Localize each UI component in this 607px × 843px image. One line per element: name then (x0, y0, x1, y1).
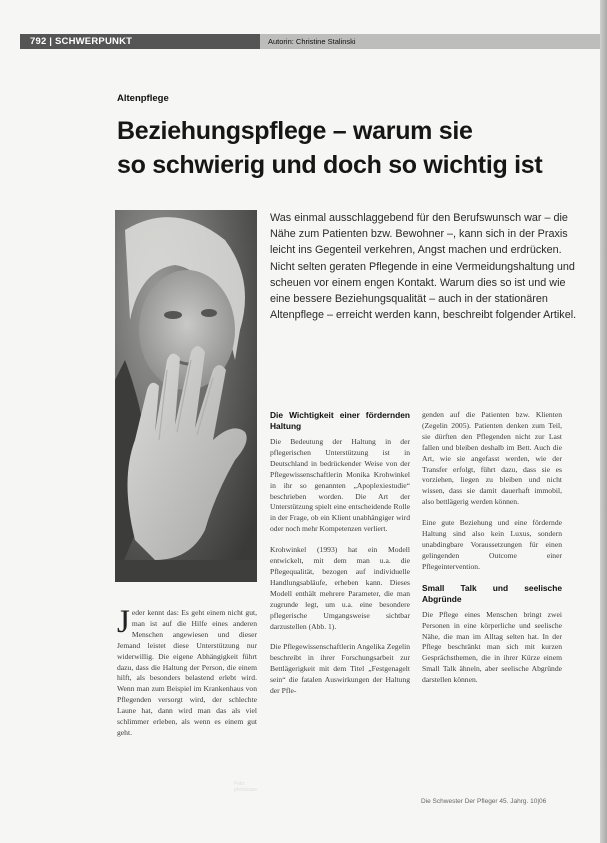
title-line-2: so schwierig und doch so wichtig ist (117, 151, 543, 179)
lead-paragraph (270, 210, 580, 323)
woman-raised-hand-photo (115, 210, 257, 582)
column-3-paragraph-3: Die Pflege eines Menschen bringt zwei Personen in eine körperliche und seelische Nähe, die man im Alltag selten hat. In der Pflege beschränkt man sich mit kurzen Gesprächsthemen, die in ihrer Kürze einem Small Talk ähneln, aber seelische Abgründe darstellen können. (422, 609, 562, 685)
author-line: Autorin: Christine Stalinski (268, 37, 356, 46)
section-heading-small-talk: Small Talk und seelische Abgründe (422, 582, 562, 604)
column-3-paragraph-1: genden auf die Patienten bzw. Klienten (Zegelin 2005). Patienten denken zum Teil, sie dürften den Pflegenden nicht zur Last fallen und bleiben deshalb im Bett. Auch die Art, wie sie angefasst werden, wie der Transfer erfolgt, führt dazu, dass sie es vorziehen, liegen zu bleiben und nicht wissen, dass sie damit dauerhaft immobil, also bettlägerig werden können. (422, 410, 562, 507)
column-1 (117, 604, 257, 749)
column-2 (270, 410, 410, 707)
section-header-bar (20, 34, 580, 49)
section-label: 792 | SCHWERPUNKT (30, 36, 133, 47)
column-1-paragraph (117, 604, 257, 739)
column-3-paragraph-2: Eine gute Beziehung und eine fördernde Haltung sind also kein Luxus, sondern unabdingbare Voraussetzungen für einen gelingenden Outcome einer Pflegeintervention. (422, 518, 562, 571)
lead-text: Was einmal ausschlaggebend für den Berufswunsch war – die Nähe zum Patienten bzw. Bewohner –, kann sich in der Praxis leicht ins Gegenteil verkehren, Angst machen und erdrücken. Nicht selten geraten Pflegende in eine Vermeidungshaltung und scheuen vor einem engen Kontakt. Warum dies so ist und wie eine bessere Beziehungsqualität – auch in der stationären Altenpflege – erreicht werden kann, beschreibt folgender Artikel. (270, 212, 577, 322)
article-title (117, 114, 577, 182)
book-spine-shadow (600, 0, 607, 843)
page-footer: Die Schwester Der Pfleger 45. Jahrg. 10|06 (421, 798, 547, 805)
column-1-text: eder kennt das: Es geht einem nicht gut, man ist auf die Hilfe eines anderen Menschen angewiesen und dieser Jemand leistet diese Unterstützung nur widerwillig. Die eigene Abhängigkeit führt dazu, dass die Haltung der Person, die einem hilft, als besonders belastend erlebt wird. Wenn man zum Beispiel im Krankenhaus von Pflegenden versorgt wird, der schlechte Laune hat, dann wird man das als viel schlimmer erleben, als wenn es einem gut geht. (117, 608, 257, 737)
column-3 (422, 410, 562, 696)
section-heading-haltung: Die Wichtigkeit einer fördernden Haltung (270, 410, 410, 431)
article-kicker: Altenpflege (117, 93, 169, 104)
photo-credit: Foto: photocase (234, 781, 258, 793)
column-2-paragraph-2: Krohwinkel (1993) hat ein Modell entwickelt, mit dem man u.a. die Pflegequalität, bezogen auf individuelle Handlungsabläufe, erheben kann. Dieses Modell enthält mehrere Parameter, die man zugrunde legt, um u.a. eine besondere pflegerische Umgangsweise sichtbar darzustellen (Abb. 1). (270, 545, 410, 631)
column-2-paragraph-1: Die Bedeutung der Haltung in der pflegerischen Unterstützung ist in Deutschland in bedrückender Weise von der Pflegewissenschaftlerin Monika Krohwinkel in ihr so genannten „Apoplexiestudie“ beschrieben worden. Die Art der Unterstützung spielt eine entscheidende Rolle in der Frage, ob ein Klient unabhängiger wird oder noch mehr Kompetenzen verliert. (270, 437, 410, 534)
title-line-1: Beziehungspflege – warum sie (117, 117, 473, 145)
drop-cap: J (117, 604, 130, 640)
column-2-paragraph-3: Die Pflegewissenschaftlerin Angelika Zegelin beschreibt in ihrer Forschungsarbeit zur Bettlägerigkeit mit dem Titel „Festgenagelt sein“ die fatalen Auswirkungen der Haltung der Pfle- (270, 642, 410, 696)
